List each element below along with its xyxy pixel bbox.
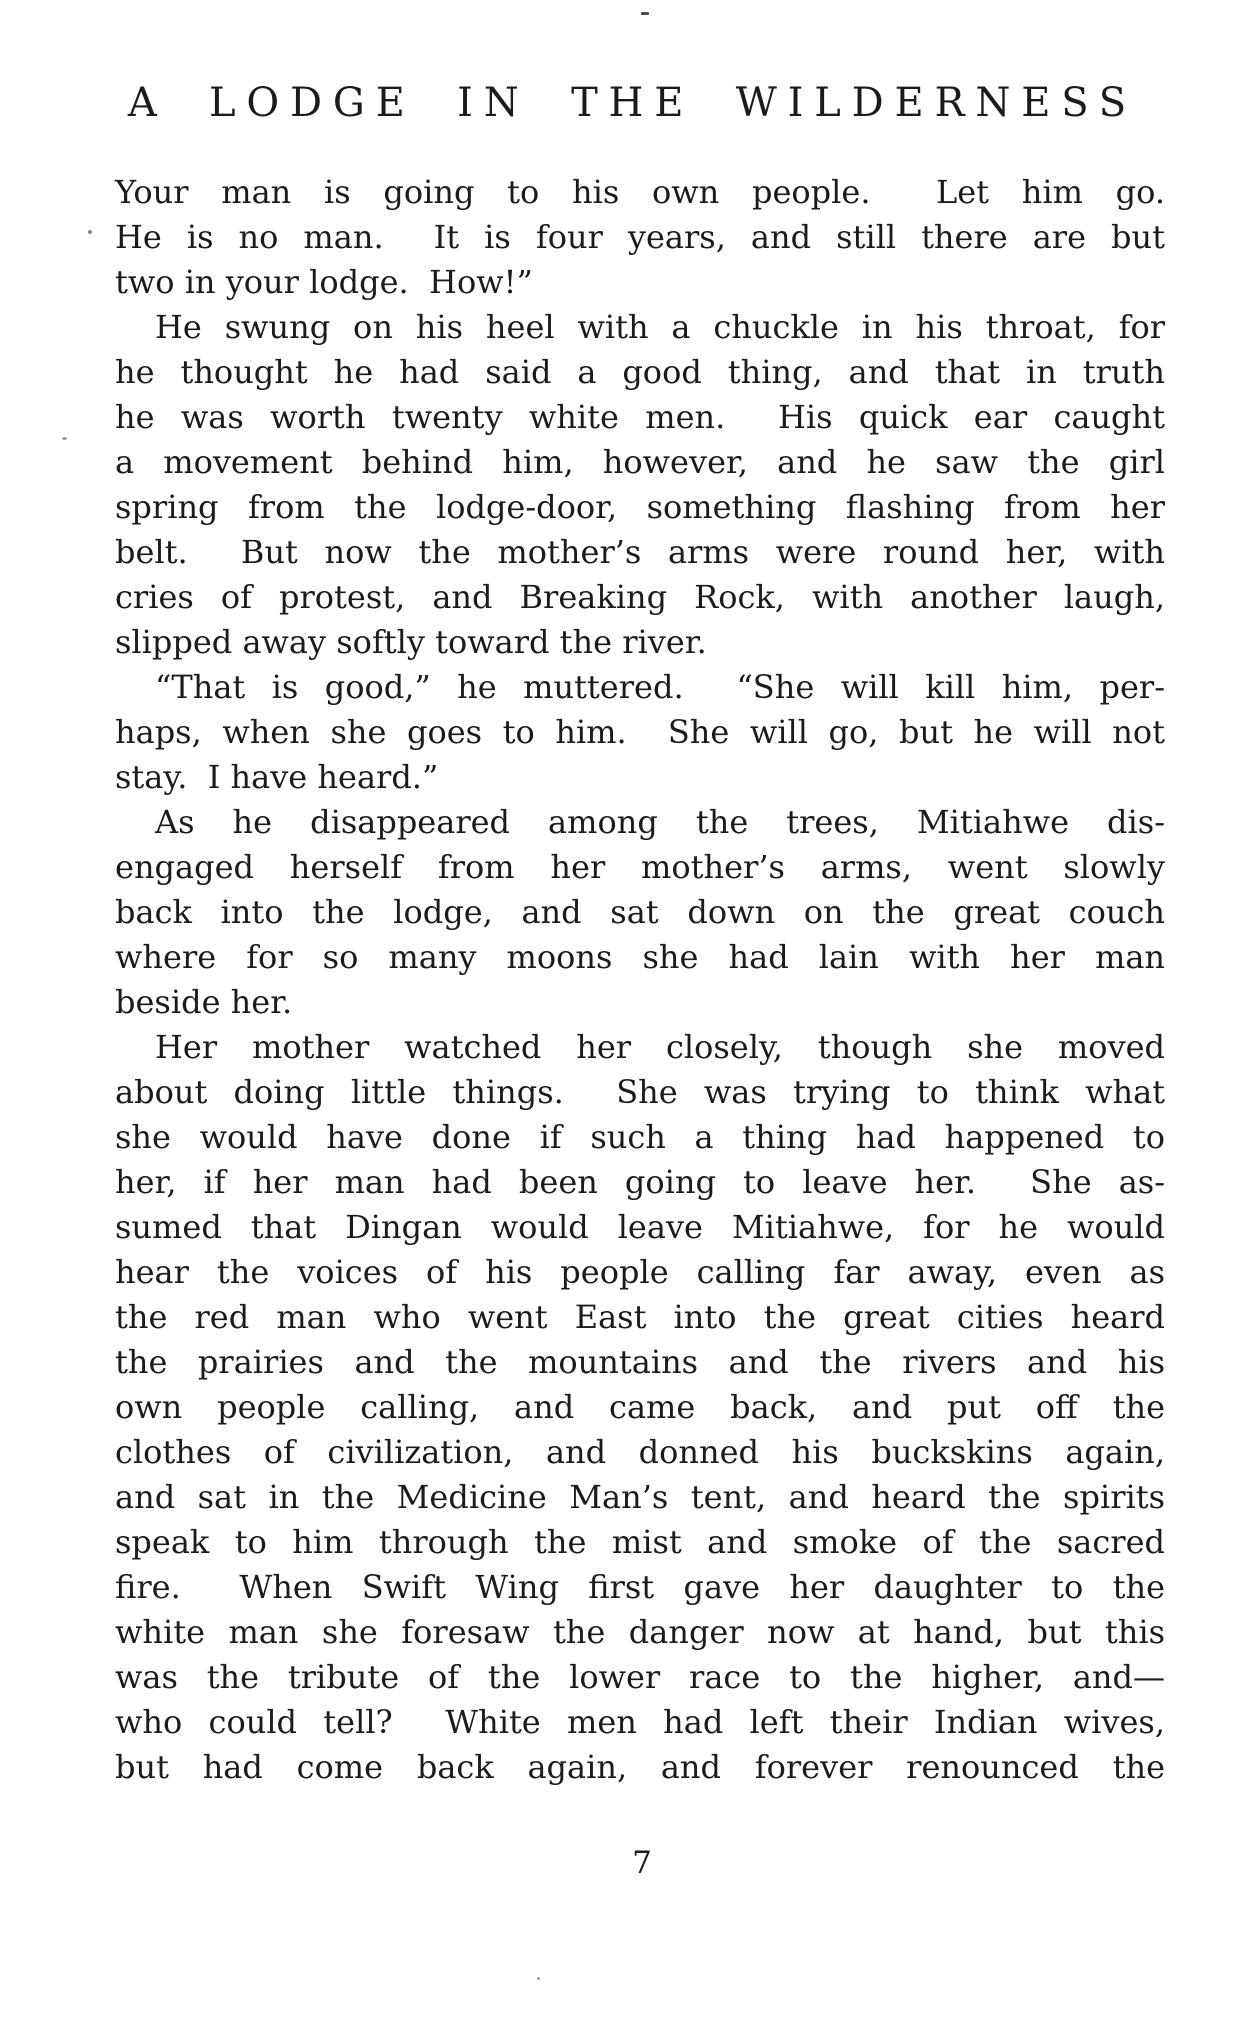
text-line: As he disappeared among the trees, Mitiahwe dis- <box>155 803 1165 841</box>
text-line: speak to him through the mist and smoke of the sacred <box>115 1523 1165 1561</box>
text-line: about doing little things. She was trying to think what <box>115 1073 1165 1111</box>
text-line: Her mother watched her closely, though she moved <box>155 1028 1165 1066</box>
paragraph <box>115 170 1165 305</box>
text-line: fire. When Swift Wing first gave her daughter to the <box>115 1568 1165 1606</box>
text-line: He swung on his heel with a chuckle in his throat, for <box>155 308 1165 346</box>
text-line: he thought he had said a good thing, and that in truth <box>115 353 1165 391</box>
text-line: two in your lodge. How!” <box>115 263 533 301</box>
text-line: spring from the lodge-door, something flashing from her <box>115 488 1165 526</box>
text-line: engaged herself from her mother’s arms, went slowly <box>115 848 1165 886</box>
text-line: her, if her man had been going to leave her. She as- <box>115 1163 1165 1201</box>
text-line: stay. I have heard.” <box>115 758 439 796</box>
text-line: but had come back again, and forever renounced the <box>115 1748 1165 1786</box>
text-line: where for so many moons she had lain with her man <box>115 938 1165 976</box>
paragraph <box>115 800 1165 1025</box>
chapter-title: A LODGE IN THE WILDERNESS <box>127 80 1137 126</box>
page-number: 7 <box>632 1845 652 1881</box>
text-line: Your man is going to his own people. Let him go. <box>115 173 1165 211</box>
text-line: He is no man. It is four years, and still there are but <box>115 218 1165 256</box>
text-line: clothes of civilization, and donned his buckskins again, <box>115 1433 1165 1471</box>
text-line: she would have done if such a thing had happened to <box>115 1118 1165 1156</box>
scan-speck <box>88 230 92 234</box>
text-block <box>115 170 1165 1790</box>
text-line: cries of protest, and Breaking Rock, with another laugh, <box>115 578 1165 616</box>
text-line: haps, when she goes to him. She will go, but he will not <box>115 713 1165 751</box>
text-line: sumed that Dingan would leave Mitiahwe, for he would <box>115 1208 1165 1246</box>
paragraph <box>115 1025 1165 1790</box>
text-line: beside her. <box>115 983 293 1021</box>
text-line: he was worth twenty white men. His quick ear caught <box>115 398 1165 436</box>
text-line: a movement behind him, however, and he saw the girl <box>115 443 1165 481</box>
text-line: own people calling, and came back, and put off the <box>115 1388 1165 1426</box>
paragraph <box>115 305 1165 665</box>
scan-speck <box>641 12 649 15</box>
paragraph <box>115 665 1165 800</box>
text-line: back into the lodge, and sat down on the great couch <box>115 893 1165 931</box>
text-line: the prairies and the mountains and the rivers and his <box>115 1343 1165 1381</box>
text-line: was the tribute of the lower race to the higher, and— <box>115 1658 1165 1696</box>
scan-speck <box>537 1977 540 1980</box>
text-line: and sat in the Medicine Man’s tent, and heard the spirits <box>115 1478 1165 1516</box>
text-line: hear the voices of his people calling far away, even as <box>115 1253 1165 1291</box>
text-line: belt. But now the mother’s arms were round her, with <box>115 533 1165 571</box>
text-line: slipped away softly toward the river. <box>115 623 707 661</box>
scan-speck <box>62 437 67 440</box>
text-line: “That is good,” he muttered. “She will kill him, per- <box>155 668 1165 706</box>
text-line: white man she foresaw the danger now at hand, but this <box>115 1613 1165 1651</box>
text-line: the red man who went East into the great cities heard <box>115 1298 1165 1336</box>
text-line: who could tell? White men had left their Indian wives, <box>115 1703 1165 1741</box>
